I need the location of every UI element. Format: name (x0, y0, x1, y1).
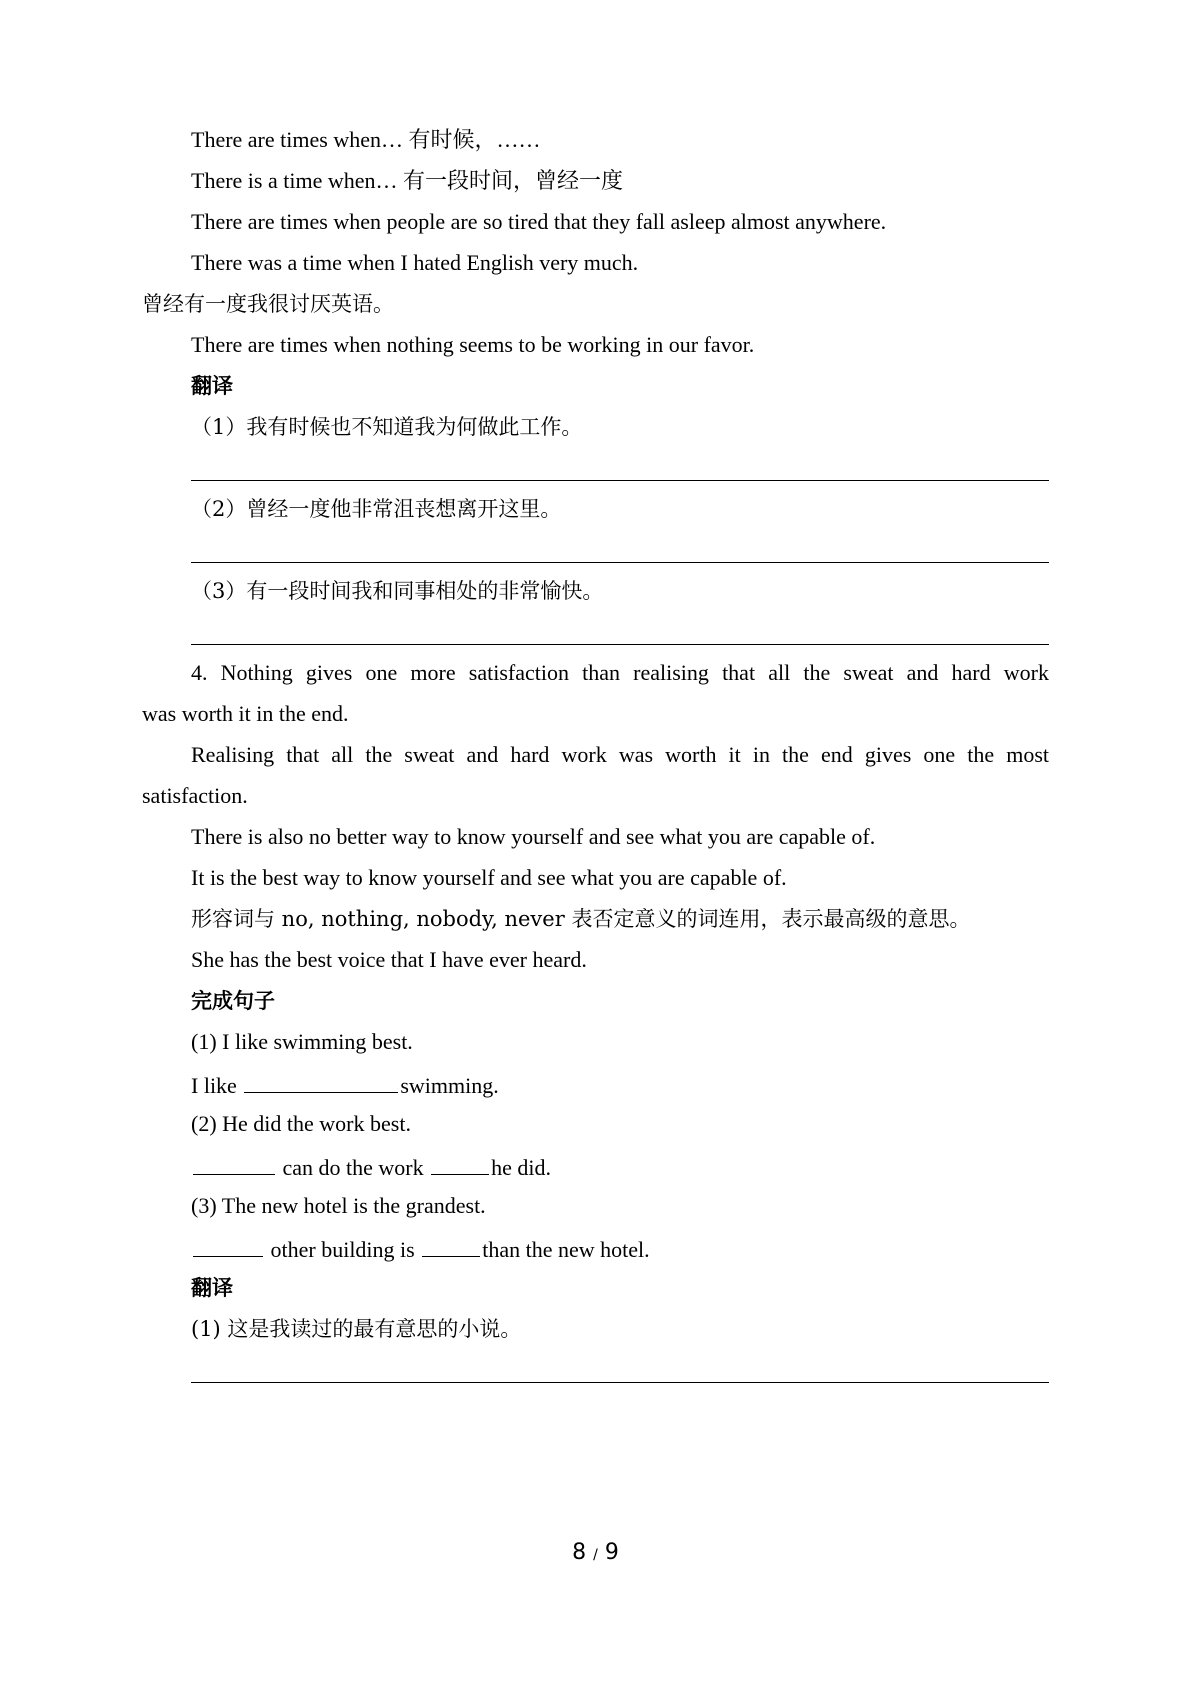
exercise-answer (191, 1068, 1191, 1101)
exercise-item: (3) The new hotel is the grandest. (191, 1193, 486, 1218)
answer-text: swimming. (400, 1073, 499, 1098)
text-line: There are times when… 有时候，…… (191, 127, 541, 152)
blank-field[interactable] (193, 1150, 275, 1175)
text-line: She has the best voice that I have ever heard. (191, 947, 587, 972)
text-line: It is the best way to know yourself and see what you are capable of. (191, 865, 787, 890)
paragraph-line: was worth it in the end. (142, 701, 349, 726)
answer-text: than the new hotel. (482, 1237, 650, 1262)
exercise-answer (191, 1232, 1191, 1265)
paragraph-line: satisfaction. (142, 783, 248, 808)
answer-text: I like (191, 1073, 243, 1098)
exercise-item: (2) He did the work best. (191, 1111, 411, 1136)
page-separator: / (593, 1547, 598, 1563)
section-heading: 翻译 (191, 374, 233, 398)
translation-prompt: （1）我有时候也不知道我为何做此工作。 (191, 415, 583, 439)
text-line: There was a time when I hated English very much. (191, 250, 639, 275)
translation-prompt: （3）有一段时间我和同事相处的非常愉快。 (191, 579, 604, 603)
total-pages: 9 (604, 1540, 619, 1565)
text-line: There are times when nothing seems to be working in our favor. (191, 332, 755, 357)
blank-field[interactable] (422, 1232, 480, 1257)
section-heading: 完成句子 (191, 989, 275, 1013)
answer-line[interactable] (191, 562, 1049, 563)
answer-line[interactable] (191, 480, 1049, 481)
blank-field[interactable] (431, 1150, 489, 1175)
blank-field[interactable] (244, 1068, 398, 1093)
page-number (0, 1540, 1191, 1565)
paragraph-line: 4. Nothing gives one more satisfaction than realising that all the sweat and hard work (191, 660, 1049, 685)
answer-text: can do the work (277, 1155, 430, 1180)
blank-field[interactable] (193, 1232, 263, 1257)
text-line: There is also no better way to know yourself and see what you are capable of. (191, 824, 876, 849)
text-line: There are times when people are so tired that they fall asleep almost anywhere. (191, 209, 887, 234)
text-line: 形容词与 no, nothing, nobody, never 表否定意义的词连用，表示最高级的意思。 (191, 907, 971, 931)
paragraph-line: Realising that all the sweat and hard work was worth it in the end gives one the most (191, 742, 1049, 767)
text-line: 曾经有一度我很讨厌英语。 (142, 292, 394, 316)
exercise-item: (1) I like swimming best. (191, 1029, 413, 1054)
text-line: There is a time when… 有一段时间，曾经一度 (191, 168, 623, 193)
answer-line[interactable] (191, 644, 1049, 645)
exercise-answer (191, 1150, 1191, 1183)
current-page: 8 (572, 1540, 587, 1565)
section-heading: 翻译 (191, 1276, 233, 1300)
answer-line[interactable] (191, 1382, 1049, 1383)
translation-prompt: （2）曾经一度他非常沮丧想离开这里。 (191, 497, 562, 521)
answer-text: he did. (491, 1155, 552, 1180)
answer-text: other building is (265, 1237, 421, 1262)
translation-prompt: (1) 这是我读过的最有意思的小说。 (191, 1317, 522, 1341)
